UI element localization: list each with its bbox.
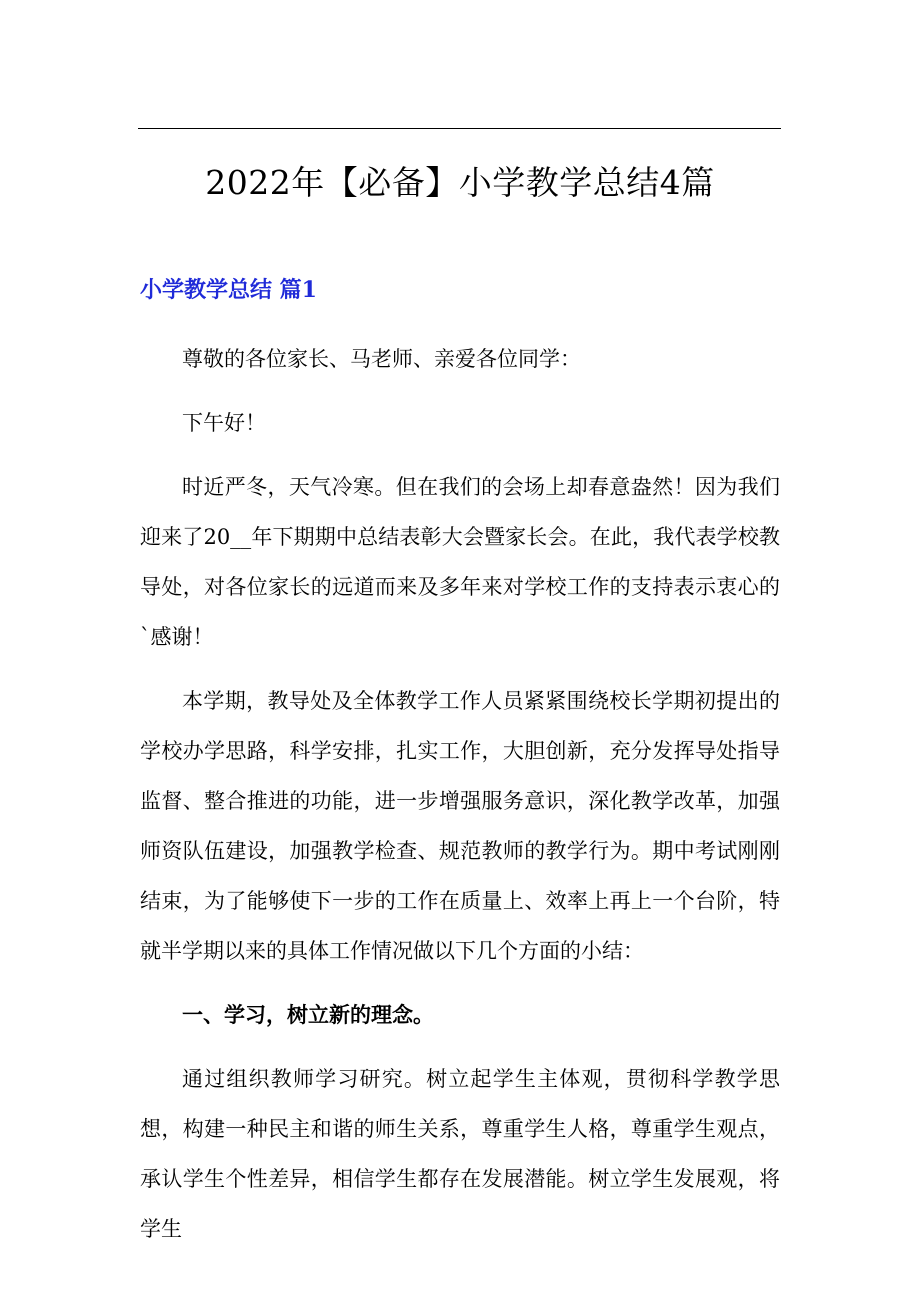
header-rule [138, 128, 781, 129]
summary-paragraph: 本学期，教导处及全体教学工作人员紧紧围绕校长学期初提出的学校办学思路，科学安排，扎实工作，大胆创新，充分发挥导处指导监督、整合推进的功能，进一步增强服务意识，深化教学改革，加强师资队伍建设，加强教学检查、规范教师的教学行为。期中考试刚刚结束，为了能够使下一步的工作在质量上、效率上再上一个台阶，特就半学期以来的具体工作情况做以下几个方面的小结： [140, 689, 780, 963]
intro-paragraph: 时近严冬，天气冷寒。但在我们的会场上却春意盎然！因为我们迎来了20__年下期期中总结表彰大会暨家长会。在此，我代表学校教导处，对各位家长的远道而来及多年来对学校工作的支持表示衷心的`感谢！ [140, 475, 780, 649]
study-paragraph: 通过组织教师学习研究。树立起学生主体观，贯彻科学教学思想，构建一种民主和谐的师生关系，尊重学生人格，尊重学生观点，承认学生个性差异，相信学生都存在发展潜能。树立学生发展观，将学生 [140, 1067, 780, 1241]
document-title: 2022年【必备】小学教学总结4篇 [205, 163, 715, 202]
document-body [140, 334, 780, 1268]
subsection-heading: 一、学习，树立新的理念。 [182, 1003, 434, 1027]
greeting-paragraph: 尊敬的各位家长、马老师、亲爱各位同学： [182, 347, 581, 371]
salutation-paragraph: 下午好！ [182, 411, 266, 435]
section-heading: 小学教学总结 篇1 [140, 277, 317, 303]
